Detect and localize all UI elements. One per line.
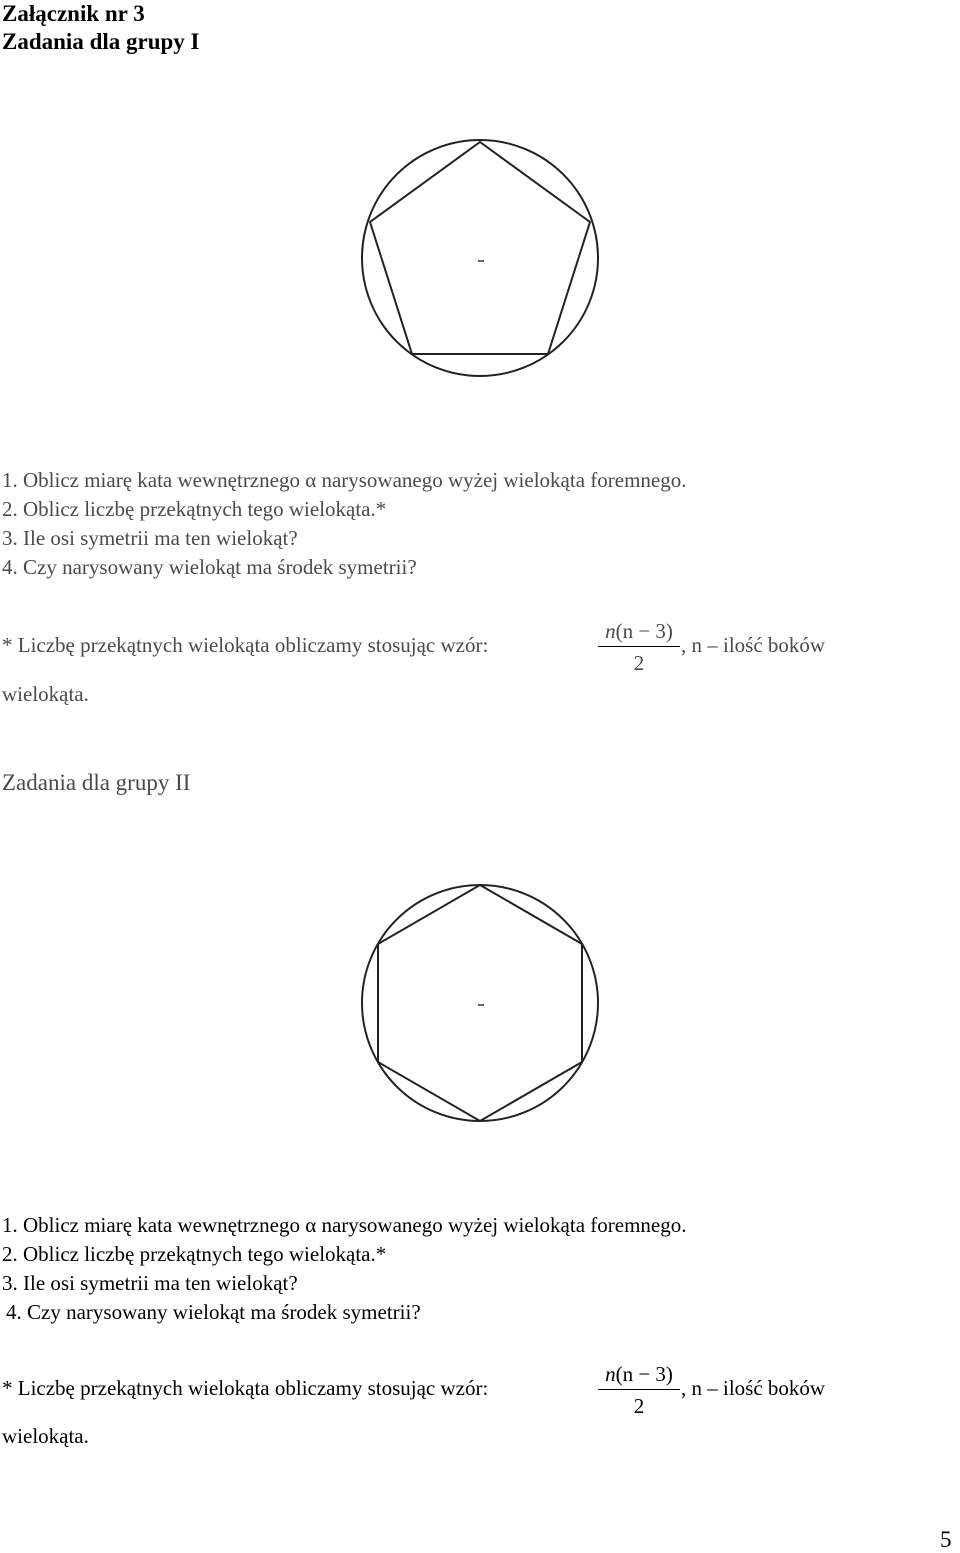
g2-formula-denominator: 2 [633,1394,645,1418]
g2-formula [598,1361,680,1419]
g2-formula-n: n [605,1362,616,1386]
g1-formula-rest: (n − 3) [615,619,673,643]
pentagon-figure [360,138,602,380]
g1-question-4: 4. Czy narysowany wielokąt ma środek symetrii? [2,555,417,579]
g1-formula-n: n [605,619,616,643]
g2-question-1: 1. Oblicz miarę kata wewnętrznego α narysowanego wyżej wielokąta foremnego. [2,1213,687,1237]
pentagon-shape [370,142,590,354]
g2-note-end: wielokąta. [2,1424,89,1448]
hexagon-shape [378,885,582,1121]
group2-title: Zadania dla grupy II [2,770,191,795]
g1-note-suffix: , n – ilość boków [681,633,826,657]
g1-fraction-bar [598,646,680,647]
g1-question-2: 2. Oblicz liczbę przekątnych tego wielokąta.* [2,497,387,521]
g1-note-prefix: * Liczbę przekątnych wielokąta obliczamy stosując wzór: [2,633,489,657]
g2-question-3: 3. Ile osi symetrii ma ten wielokąt? [2,1271,298,1295]
g2-fraction-bar [598,1389,680,1390]
g1-formula [598,618,680,676]
g2-formula-rest: (n − 3) [615,1362,673,1386]
circle-outline [362,140,598,376]
g1-formula-denominator: 2 [633,651,645,675]
g2-note-suffix: , n – ilość boków [681,1376,826,1400]
g1-question-3: 3. Ile osi symetrii ma ten wielokąt? [2,526,298,550]
hexagon-figure [360,882,602,1124]
g2-note-prefix: * Liczbę przekątnych wielokąta obliczamy stosując wzór: [2,1376,489,1400]
g1-note-end: wielokąta. [2,682,89,706]
circle-outline [362,885,598,1121]
page-number: 5 [940,1527,952,1552]
g2-question-2: 2. Oblicz liczbę przekątnych tego wielokąta.* [2,1242,387,1266]
group1-title: Zadania dla grupy I [2,29,200,54]
g1-question-1: 1. Oblicz miarę kata wewnętrznego α narysowanego wyżej wielokąta foremnego. [2,468,687,492]
annex-title: Załącznik nr 3 [2,1,145,26]
g2-question-4: 4. Czy narysowany wielokąt ma środek symetrii? [6,1300,421,1324]
